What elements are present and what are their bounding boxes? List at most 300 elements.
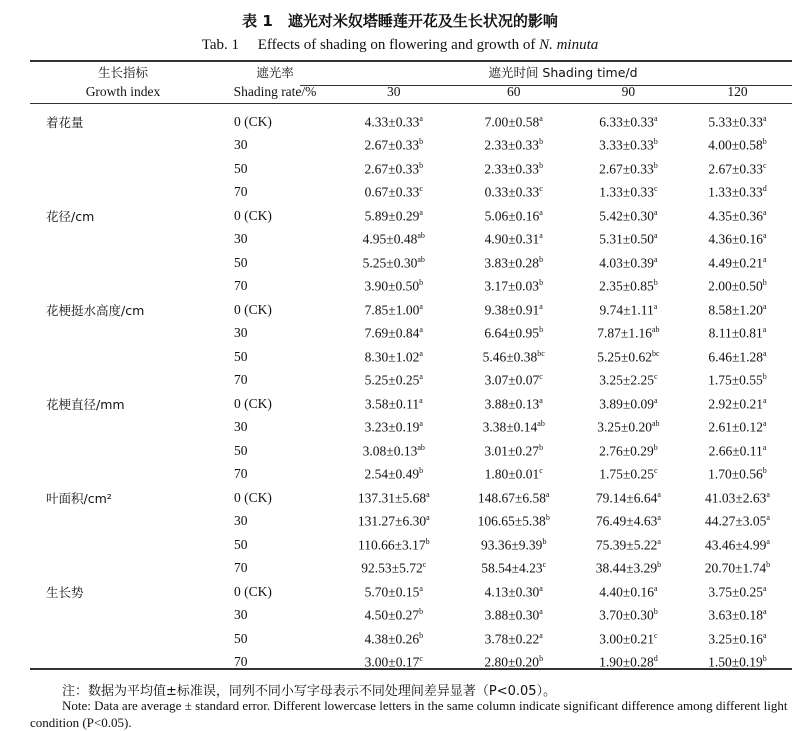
header-day: 60 xyxy=(506,84,521,99)
value-cell xyxy=(334,557,454,581)
table-title-cn: 表 1 遮光对米奴塔睡莲开花及生长状况的影响 xyxy=(242,12,558,30)
value-cell xyxy=(454,110,574,134)
growth-index xyxy=(30,322,216,346)
mean-se: 9.74±1.11 xyxy=(599,302,654,317)
value-cell xyxy=(334,510,454,534)
significance-letter: a xyxy=(762,442,767,452)
table-row xyxy=(30,275,792,299)
mean-se: 75.39±5.22 xyxy=(595,537,658,552)
mean-se: 8.30±1.02 xyxy=(364,349,420,364)
mean-se: 2.92±0.21 xyxy=(708,396,764,411)
mean-se: 5.25±0.25 xyxy=(364,372,420,388)
significance-letter: b xyxy=(425,536,430,546)
shading-rate: 70 xyxy=(234,654,248,670)
mean-se: 4.36±0.16 xyxy=(708,231,764,247)
mean-se: 41.03±2.63 xyxy=(704,490,767,505)
table-row xyxy=(30,322,792,346)
value-cell xyxy=(334,204,454,228)
mean-se: 2.35±0.85 xyxy=(599,278,654,294)
value-cell xyxy=(683,322,792,346)
header-index-cn: 生长指标 xyxy=(97,65,148,80)
significance-letter: b xyxy=(539,278,544,287)
shading-rate: 30 xyxy=(234,137,248,153)
mean-se: 79.14±6.64 xyxy=(595,490,658,505)
mean-se: 4.33±0.33 xyxy=(364,114,420,129)
significance-letter: a xyxy=(546,489,550,499)
growth-index xyxy=(30,369,216,393)
significance-letter: a xyxy=(763,231,767,240)
value-cell xyxy=(454,298,574,322)
value-cell xyxy=(683,298,792,322)
mean-se: 4.49±0.21 xyxy=(708,255,764,270)
value-cell xyxy=(454,439,574,463)
significance-letter: a xyxy=(763,207,767,217)
significance-letter: b xyxy=(657,560,662,569)
shading-rate: 50 xyxy=(234,160,248,176)
shading-rate: 50 xyxy=(234,536,248,552)
significance-letter: d xyxy=(762,184,767,193)
mean-se: 137.31±5.68 xyxy=(357,490,427,505)
growth-index xyxy=(30,439,216,463)
header-day: 120 xyxy=(727,84,748,99)
shading-rate: 0 (CK) xyxy=(234,207,272,223)
significance-letter: c xyxy=(422,560,427,569)
significance-letter: a xyxy=(419,348,423,358)
shading-rate: 50 xyxy=(234,442,248,458)
value-cell xyxy=(454,181,574,205)
mean-se: 4.35±0.36 xyxy=(708,208,764,223)
shading-rate: 50 xyxy=(234,254,248,270)
significance-letter: a xyxy=(763,348,767,358)
value-cell xyxy=(683,533,792,557)
value-cell xyxy=(334,627,454,651)
value-cell xyxy=(334,580,454,604)
value-cell xyxy=(334,298,454,322)
value-cell xyxy=(683,392,792,416)
mean-se: 3.75±0.25 xyxy=(708,584,764,599)
mean-se: 5.42±0.30 xyxy=(599,208,654,223)
value-cell xyxy=(574,275,683,299)
species-name: N. minuta xyxy=(539,37,599,53)
mean-se: 3.33±0.33 xyxy=(599,137,654,153)
value-cell xyxy=(574,416,683,440)
growth-index xyxy=(30,533,216,557)
shading-rate: 50 xyxy=(234,630,248,646)
shading-rate: 30 xyxy=(234,325,248,341)
value-cell xyxy=(334,392,454,416)
significance-letter: a xyxy=(653,395,658,405)
significance-letter: b xyxy=(762,654,767,663)
value-cell xyxy=(574,134,683,158)
value-cell xyxy=(454,463,574,487)
significance-letter: b xyxy=(419,278,424,287)
significance-letter: a xyxy=(763,301,767,311)
mean-se: 2.67±0.33 xyxy=(364,161,420,176)
value-cell xyxy=(574,228,683,252)
growth-index xyxy=(30,463,216,487)
shading-rate: 0 (CK) xyxy=(234,395,272,411)
shading-rate: 30 xyxy=(234,607,248,623)
value-cell xyxy=(574,439,683,463)
value-cell xyxy=(683,345,792,369)
value-cell xyxy=(683,651,792,675)
significance-letter: b xyxy=(539,137,544,146)
significance-letter: a xyxy=(419,113,423,123)
significance-letter: bc xyxy=(651,348,660,358)
value-cell xyxy=(334,134,454,158)
mean-se: 8.58±1.20 xyxy=(708,302,764,317)
mean-se: 4.13±0.30 xyxy=(484,584,540,599)
value-cell xyxy=(683,134,792,158)
significance-letter: b xyxy=(545,513,550,522)
shading-rate: 0 (CK) xyxy=(234,583,272,599)
significance-letter: b xyxy=(653,160,658,170)
shading-rate: 30 xyxy=(234,419,248,435)
significance-letter: a xyxy=(653,583,658,593)
mean-se: 1.33±0.33 xyxy=(599,184,654,200)
growth-index xyxy=(30,275,216,299)
significance-letter: b xyxy=(539,654,544,663)
mean-se: 3.00±0.17 xyxy=(364,654,420,670)
mean-se: 44.27±3.05 xyxy=(704,513,767,529)
significance-letter: b xyxy=(539,254,544,264)
significance-letter: a xyxy=(763,113,767,123)
value-cell xyxy=(334,275,454,299)
mean-se: 5.46±0.38 xyxy=(482,349,538,364)
mean-se: 43.46±4.99 xyxy=(704,537,767,552)
table-row xyxy=(30,510,792,534)
significance-letter: a xyxy=(653,301,658,311)
significance-letter: d xyxy=(653,654,658,663)
growth-index xyxy=(30,157,216,181)
mean-se: 148.67±6.58 xyxy=(477,490,547,505)
mean-se: 2.61±0.12 xyxy=(708,419,764,435)
table-row xyxy=(30,651,792,675)
significance-letter: a xyxy=(763,395,767,405)
value-cell xyxy=(683,251,792,275)
mean-se: 0.67±0.33 xyxy=(364,184,420,200)
significance-letter: a xyxy=(539,395,543,405)
mean-se: 4.95±0.48 xyxy=(362,231,418,247)
significance-letter: c xyxy=(419,184,423,193)
mean-se: 1.80±0.01 xyxy=(484,466,540,482)
significance-letter: a xyxy=(653,254,658,264)
mean-se: 3.88±0.30 xyxy=(484,607,540,623)
significance-letter: bc xyxy=(537,348,545,358)
table-row xyxy=(30,110,792,134)
value-cell xyxy=(334,345,454,369)
value-cell xyxy=(683,557,792,581)
value-cell xyxy=(454,416,574,440)
mean-se: 4.90±0.31 xyxy=(484,231,540,247)
mean-se: 2.80±0.20 xyxy=(484,654,540,670)
significance-letter: a xyxy=(763,254,767,264)
header-rate-cn: 遮光率 xyxy=(256,65,294,80)
value-cell xyxy=(574,157,683,181)
value-cell xyxy=(574,486,683,510)
mean-se: 3.78±0.22 xyxy=(484,631,540,646)
value-cell xyxy=(454,580,574,604)
table-row xyxy=(30,557,792,581)
value-cell xyxy=(574,604,683,628)
value-cell xyxy=(683,510,792,534)
value-cell xyxy=(574,298,683,322)
significance-letter: a xyxy=(539,231,543,240)
growth-index xyxy=(30,251,216,275)
value-cell xyxy=(454,510,574,534)
significance-letter: ab xyxy=(651,419,660,428)
value-cell xyxy=(334,416,454,440)
significance-letter: b xyxy=(653,607,658,616)
mean-se: 7.69±0.84 xyxy=(364,325,420,341)
mean-se: 6.33±0.33 xyxy=(599,114,654,129)
significance-letter: c xyxy=(653,372,658,381)
mean-se: 2.33±0.33 xyxy=(484,161,540,176)
value-cell xyxy=(683,439,792,463)
significance-letter: b xyxy=(766,560,771,569)
mean-se: 2.76±0.29 xyxy=(599,443,654,458)
significance-letter: b xyxy=(539,160,544,170)
significance-letter: a xyxy=(539,113,543,123)
value-cell xyxy=(454,627,574,651)
value-cell xyxy=(683,110,792,134)
significance-letter: c xyxy=(539,372,543,381)
growth-index: 生长势 xyxy=(46,584,84,600)
mean-se: 8.11±0.81 xyxy=(708,325,763,341)
value-cell xyxy=(574,345,683,369)
mean-se: 0.33±0.33 xyxy=(484,184,540,200)
mean-se: 58.54±4.23 xyxy=(481,560,543,576)
table-row xyxy=(30,251,792,275)
mean-se: 6.64±0.95 xyxy=(484,325,540,341)
header-index-en: Growth index xyxy=(85,84,161,99)
value-cell xyxy=(334,651,454,675)
mean-se: 4.40±0.16 xyxy=(599,584,654,599)
mean-se: 3.01±0.27 xyxy=(484,443,540,458)
mean-se: 3.83±0.28 xyxy=(484,255,540,270)
shading-rate: 30 xyxy=(234,513,248,529)
shading-rate: 70 xyxy=(234,278,248,294)
significance-letter: a xyxy=(539,207,543,217)
mean-se: 2.00±0.50 xyxy=(708,278,763,294)
shading-rate: 30 xyxy=(234,231,248,247)
shading-rate: 50 xyxy=(234,348,248,364)
significance-letter: b xyxy=(762,466,767,475)
significance-letter: b xyxy=(653,278,658,287)
mean-se: 3.89±0.09 xyxy=(599,396,654,411)
value-cell xyxy=(574,510,683,534)
value-cell xyxy=(454,651,574,675)
value-cell xyxy=(454,322,574,346)
note-en: Note: Data are average ± standard error. Different lowercase letters in the same column indicate significant difference among different light condition (P<0.05). xyxy=(30,698,788,730)
significance-letter: a xyxy=(763,583,767,593)
mean-se: 1.33±0.33 xyxy=(708,184,763,200)
title-en-text: Tab. 1 Effects of shading on flowering and growth of xyxy=(201,37,540,53)
value-cell xyxy=(683,580,792,604)
value-cell xyxy=(683,157,792,181)
value-cell xyxy=(334,110,454,134)
value-cell xyxy=(454,204,574,228)
mean-se: 3.17±0.03 xyxy=(484,278,540,294)
value-cell xyxy=(334,369,454,393)
mean-se: 5.25±0.30 xyxy=(362,255,418,270)
value-cell xyxy=(454,157,574,181)
significance-letter: a xyxy=(426,513,430,522)
value-cell xyxy=(683,275,792,299)
significance-letter: a xyxy=(539,607,543,616)
significance-letter: ab xyxy=(417,442,425,452)
mean-se: 3.63±0.18 xyxy=(708,607,764,623)
mean-se: 92.53±5.72 xyxy=(361,560,423,576)
value-cell xyxy=(334,533,454,557)
mean-se: 5.33±0.33 xyxy=(708,114,764,129)
growth-index xyxy=(30,604,216,628)
growth-index xyxy=(30,651,216,675)
value-cell xyxy=(683,228,792,252)
mean-se: 110.66±3.17 xyxy=(357,537,426,552)
value-cell xyxy=(683,486,792,510)
value-cell xyxy=(454,134,574,158)
mean-se: 6.46±1.28 xyxy=(708,349,764,364)
significance-letter: a xyxy=(419,207,423,217)
mean-se: 93.36±9.39 xyxy=(481,537,543,552)
significance-letter: b xyxy=(542,536,547,546)
significance-letter: b xyxy=(762,372,767,381)
value-cell xyxy=(574,651,683,675)
mean-se: 7.87±1.16 xyxy=(597,325,652,341)
mean-se: 3.88±0.13 xyxy=(484,396,540,411)
value-cell xyxy=(454,557,574,581)
significance-letter: a xyxy=(426,489,430,499)
value-cell xyxy=(454,275,574,299)
mean-se: 2.66±0.11 xyxy=(708,443,763,458)
mean-se: 1.75±0.55 xyxy=(708,372,763,388)
value-cell xyxy=(574,580,683,604)
value-cell xyxy=(683,416,792,440)
growth-index: 叶面积/cm² xyxy=(46,490,112,506)
mean-se: 38.44±3.29 xyxy=(595,560,658,576)
significance-letter: a xyxy=(419,583,423,593)
note-cn: 注：数据为平均值±标准误，同列不同小写字母表示不同处理间差异显著（P<0.05）。 xyxy=(62,684,557,699)
header-day: 90 xyxy=(621,84,636,99)
value-cell xyxy=(574,204,683,228)
value-cell xyxy=(683,604,792,628)
value-cell xyxy=(334,439,454,463)
significance-letter: a xyxy=(762,325,767,334)
value-cell xyxy=(454,486,574,510)
significance-letter: b xyxy=(539,325,544,334)
mean-se: 76.49±4.63 xyxy=(595,513,658,529)
table-row xyxy=(30,392,792,416)
value-cell xyxy=(574,463,683,487)
growth-index xyxy=(30,510,216,534)
value-cell xyxy=(574,322,683,346)
significance-letter: ab xyxy=(417,254,425,264)
table-row xyxy=(30,604,792,628)
significance-letter: b xyxy=(419,160,424,170)
table-row xyxy=(30,580,792,604)
mean-se: 20.70±1.74 xyxy=(704,560,767,576)
significance-letter: c xyxy=(653,184,658,193)
mean-se: 4.50±0.27 xyxy=(364,607,420,623)
shading-rate: 0 (CK) xyxy=(234,113,272,129)
mean-se: 7.85±1.00 xyxy=(364,302,420,317)
significance-letter: a xyxy=(657,489,661,499)
value-cell xyxy=(574,181,683,205)
significance-letter: a xyxy=(766,513,770,522)
significance-letter: a xyxy=(763,419,767,428)
mean-se: 3.25±0.16 xyxy=(708,631,764,646)
value-cell xyxy=(334,486,454,510)
mean-se: 9.38±0.91 xyxy=(484,302,540,317)
table-row xyxy=(30,463,792,487)
significance-letter: a xyxy=(419,372,423,381)
mean-se: 3.25±0.20 xyxy=(597,419,652,435)
table-row xyxy=(30,627,792,651)
mean-se: 131.27±6.30 xyxy=(357,513,427,529)
growth-index xyxy=(30,345,216,369)
significance-letter: a xyxy=(653,113,658,123)
significance-letter: a xyxy=(419,419,423,428)
significance-letter: a xyxy=(766,489,770,499)
mean-se: 3.07±0.07 xyxy=(484,372,540,388)
value-cell xyxy=(683,204,792,228)
header-time: 遮光时间 Shading time/d xyxy=(488,65,638,80)
value-cell xyxy=(334,181,454,205)
growth-index xyxy=(30,181,216,205)
mean-se: 1.75±0.25 xyxy=(599,466,654,482)
significance-letter: b xyxy=(419,137,424,146)
significance-letter: ab xyxy=(651,325,660,334)
data-table xyxy=(30,62,792,674)
value-cell xyxy=(574,627,683,651)
mean-se: 106.65±5.38 xyxy=(477,513,546,529)
mean-se: 1.70±0.56 xyxy=(708,466,763,482)
significance-letter: a xyxy=(419,301,423,311)
table-row xyxy=(30,204,792,228)
table-row xyxy=(30,439,792,463)
table-row xyxy=(30,486,792,510)
growth-index xyxy=(30,627,216,651)
shading-rate: 70 xyxy=(234,466,248,482)
significance-letter: a xyxy=(539,630,543,640)
mean-se: 2.67±0.33 xyxy=(364,137,420,153)
significance-letter: b xyxy=(539,442,544,452)
significance-letter: c xyxy=(763,160,767,170)
table-row xyxy=(30,298,792,322)
significance-letter: c xyxy=(653,466,658,475)
mean-se: 3.70±0.30 xyxy=(599,607,654,623)
mean-se: 5.06±0.16 xyxy=(484,208,540,223)
table-row xyxy=(30,416,792,440)
significance-letter: a xyxy=(763,630,767,640)
mean-se: 5.89±0.29 xyxy=(364,208,420,223)
value-cell xyxy=(683,463,792,487)
value-cell xyxy=(334,157,454,181)
mean-se: 3.00±0.21 xyxy=(599,631,654,646)
growth-index xyxy=(30,228,216,252)
table-row xyxy=(30,157,792,181)
table-row xyxy=(30,181,792,205)
mean-se: 5.25±0.62 xyxy=(597,349,652,364)
shading-rate: 0 (CK) xyxy=(234,301,272,317)
mean-se: 4.00±0.58 xyxy=(708,137,763,153)
significance-letter: c xyxy=(539,184,543,193)
value-cell xyxy=(574,392,683,416)
value-cell xyxy=(334,463,454,487)
mean-se: 2.67±0.33 xyxy=(708,161,764,176)
mean-se: 1.50±0.19 xyxy=(708,654,763,670)
